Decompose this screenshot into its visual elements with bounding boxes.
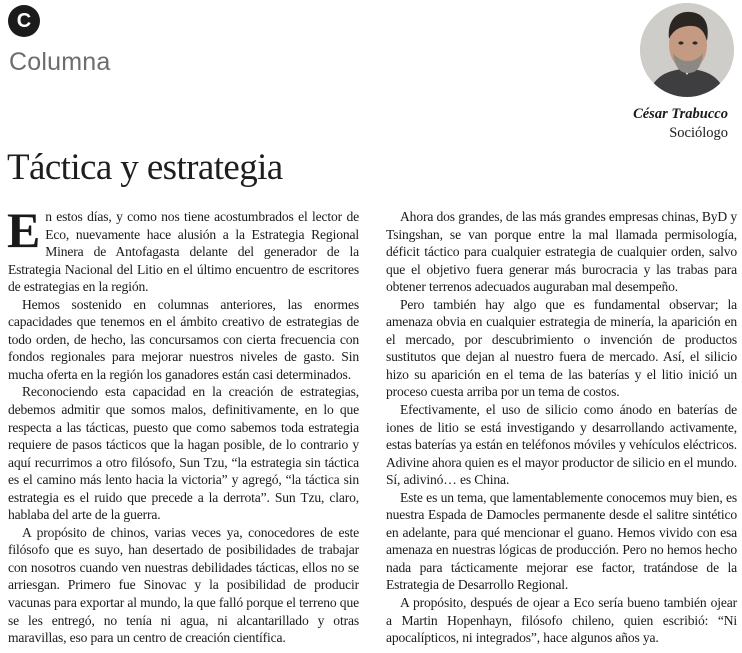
author-role: Sociólogo <box>669 125 728 141</box>
paragraph: Hemos sostenido en columnas anteriores, las enormes capacidades que tenemos en el ámbito creativo de estrategias de todo orden, de hecho, las concursamos con cierta frecuencia con fondos regionales para mejorar nuestros niveles de gasto. Sin mucha oferta en la región los ganadores están casi determinados. <box>8 296 359 382</box>
author-name: César Trabucco <box>633 106 728 122</box>
paragraph: Reconociendo esta capacidad en la creación de estrategias, debemos admitir que somos malos, definitivamente, en lo que respecta a las tácticas, puesto que como sabemos toda estrategia requiere de pasos tácticos que la hagan posible, de lo contrario y aquí recurrimos a otro filósofo, Sun Tzu, “la estrategia sin táctica es el camino más lento hacia la victoria” y agregó, “la táctica sin estrategia es el ruido que precede a la derrota”. Sun Tzu, claro, hablaba del arte de la guerra. <box>8 384 359 523</box>
article-column-left <box>7 202 359 647</box>
section-badge: C <box>8 5 40 37</box>
paragraph: Pero también hay algo que es fundamental observar; la amenaza obvia en cualquier estrategia de minería, la aparición en el mercado, por descubrimiento o invención de productos sustitutos que dejan al nuestro fuera de mercado. Así, el silicio hizo su aparición en el tema de las baterías y el litio inició un proceso cuesta arriba por un tema de costos. <box>386 296 737 400</box>
paragraph: En estos días, y como nos tiene acostumbrados el lector de Eco, nuevamente hace alusión a la Estrategia Regional Minera de Antofagasta delante del generador de la Estrategia Nacional del Litio en el último encuentro de escritores de estrategias en la región. <box>7 202 359 295</box>
author-portrait-icon <box>640 3 734 97</box>
paragraph: Este es un tema, que lamentablemente conocemos muy bien, es nuestra Espada de Damocles permanente desde el salitre sintético en adelante, para qué mencionar el guano. Hemos vivido con esa amenaza en nuestras lógicas de producción. Pero no hemos hecho nada para tácticamente mejorar ese factor, tratándose de la Estrategia de Desarrollo Regional. <box>386 489 737 593</box>
author-photo <box>640 3 734 97</box>
paragraph: A propósito, después de ojear a Eco sería bueno también ojear a Martin Hopenhayn, filósofo chileno, quien escribió: “Ni apocalípticos, ni integrados”, hace algunos años ya. <box>386 595 737 646</box>
paragraph: Efectivamente, el uso de silicio como ánodo en baterías de iones de litio se está investigando y desarrollando activamente, estas baterías ya están en teléfonos móviles y vehículos eléctricos. Adivine ahora quien es el mayor productor de silicio en el mundo. Sí, adivinó… es China. <box>386 402 737 488</box>
author-byline <box>633 105 728 143</box>
paragraph: Ahora dos grandes, de las más grandes empresas chinas, ByD y Tsingshan, se van porque entre la mal llamada permisología, déficit táctico para cualquier estrategia de cualquier orden, salvo que el objetivo fuera generar más burocracia y las trabas para obtener terrenos adecuados auguraban mal desempeño. <box>386 209 737 295</box>
article-column-right <box>386 208 737 647</box>
section-label: Columna <box>9 48 111 76</box>
drop-cap: E <box>7 202 41 258</box>
paragraph: A propósito de chinos, varias veces ya, conocedores de este filósofo que es suyo, han desertado de posibilidades de trabajar con nosotros cuando ven nuestras debilidades tácticas, ellos no se arriesgan. Primero fue Sinovac y la posibilidad de producir vacunas para exportar al mundo, la que falló porque el terreno que se les entregó, no tenía ni agua, ni alcantarillado y otras maravillas, eso para un centro de creación científica. <box>8 524 359 646</box>
article-title: Táctica y estrategia <box>7 147 283 188</box>
